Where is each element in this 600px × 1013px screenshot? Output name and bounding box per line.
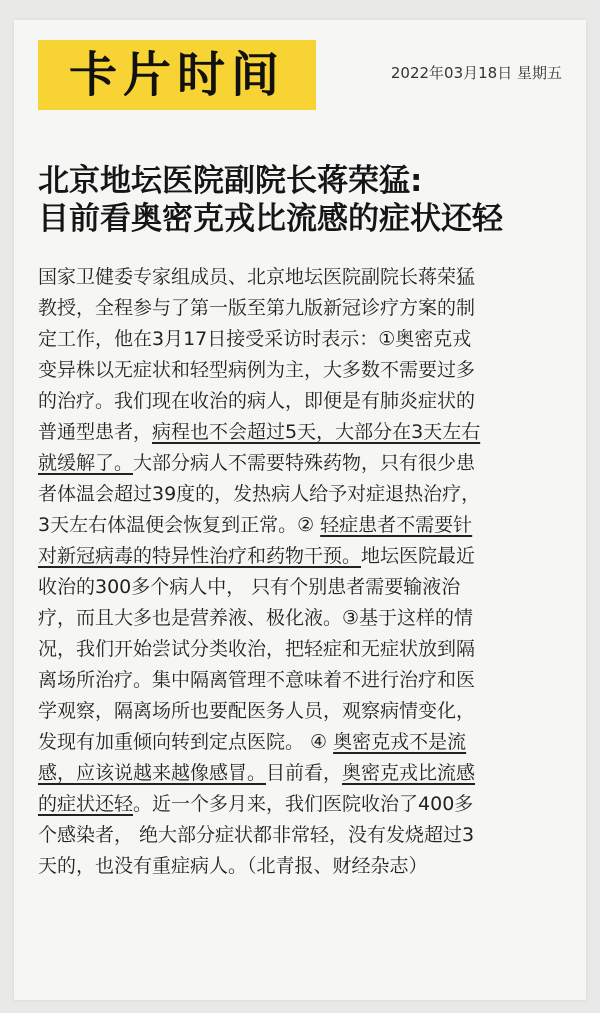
body-line: 变异株以无症状和轻型病例为主，大多数不需要过多 xyxy=(38,359,476,381)
body-text: 3天左右体温便会恢复到正常。② xyxy=(38,514,321,536)
underlined-text: 轻症患者不需要针 xyxy=(320,514,473,536)
brand-logo: 卡片时间 xyxy=(38,40,316,110)
body-line xyxy=(38,758,562,789)
body-line: 个感染者， 绝大部分症状都非常轻，没有发烧超过3 xyxy=(38,824,475,846)
body-text: 大部分病人不需要特殊药物，只有很少患 xyxy=(133,452,476,474)
body-line: 的治疗。我们现在收治的病人，即便是有肺炎症状的 xyxy=(38,390,476,412)
body-line: 学观察，隔离场所也要配医务人员，观察病情变化， xyxy=(38,700,476,722)
body-line: 天的，也没有重症病人。（北青报、财经杂志） xyxy=(38,855,428,877)
body-line xyxy=(38,510,562,541)
body-text: 地坛医院最近 xyxy=(361,545,476,567)
article-headline xyxy=(38,162,568,238)
body-text: 。近一个多月来，我们医院收治了400多 xyxy=(133,793,474,815)
body-line xyxy=(38,448,562,479)
body-line xyxy=(38,727,562,758)
body-line: 收治的300多个病人中， 只有个别患者需要输液治 xyxy=(38,576,461,598)
body-line: 况，我们开始尝试分类收治，把轻症和无症状放到隔 xyxy=(38,638,476,660)
article-body xyxy=(38,262,562,882)
body-line: 定工作，他在3月17日接受采访时表示：①奥密克戎 xyxy=(38,328,472,350)
underlined-text: 的症状还轻 xyxy=(38,793,134,815)
body-text: 发现有加重倾向转到定点医院。 ④ xyxy=(38,731,334,753)
underlined-text: 病程也不会超过5天，大部分在3天左右 xyxy=(152,421,481,443)
underlined-text: 奥密克戎不是流 xyxy=(333,731,467,753)
headline-line-2: 目前看奥密克戎比流感的症状还轻 xyxy=(38,201,503,237)
underlined-text: 就缓解了。 xyxy=(38,452,134,474)
body-line: 离场所治疗。集中隔离管理不意味着不进行治疗和医 xyxy=(38,669,476,691)
underlined-text: 奥密克戎比流感 xyxy=(342,762,476,784)
body-line: 疗，而且大多也是营养液、极化液。③基于这样的情 xyxy=(38,607,474,629)
header xyxy=(38,40,562,120)
body-line: 者体温会超过39度的，发热病人给予对症退热治疗， xyxy=(38,483,481,505)
body-text: 普通型患者， xyxy=(38,421,153,443)
publish-date: 2022年03月18日 星期五 xyxy=(390,64,562,82)
body-line xyxy=(38,789,562,820)
body-line: 国家卫健委专家组成员、北京地坛医院副院长蒋荣猛 xyxy=(38,266,476,288)
headline-line-1: 北京地坛医院副院长蒋荣猛: xyxy=(38,163,423,199)
body-line xyxy=(38,541,562,572)
body-line xyxy=(38,417,562,448)
underlined-text: 对新冠病毒的特异性治疗和药物干预。 xyxy=(38,545,362,567)
underlined-text: 感，应该说越来越像感冒。 xyxy=(38,762,267,784)
body-line: 教授，全程参与了第一版至第九版新冠诊疗方案的制 xyxy=(38,297,476,319)
body-text: 目前看， xyxy=(266,762,343,784)
